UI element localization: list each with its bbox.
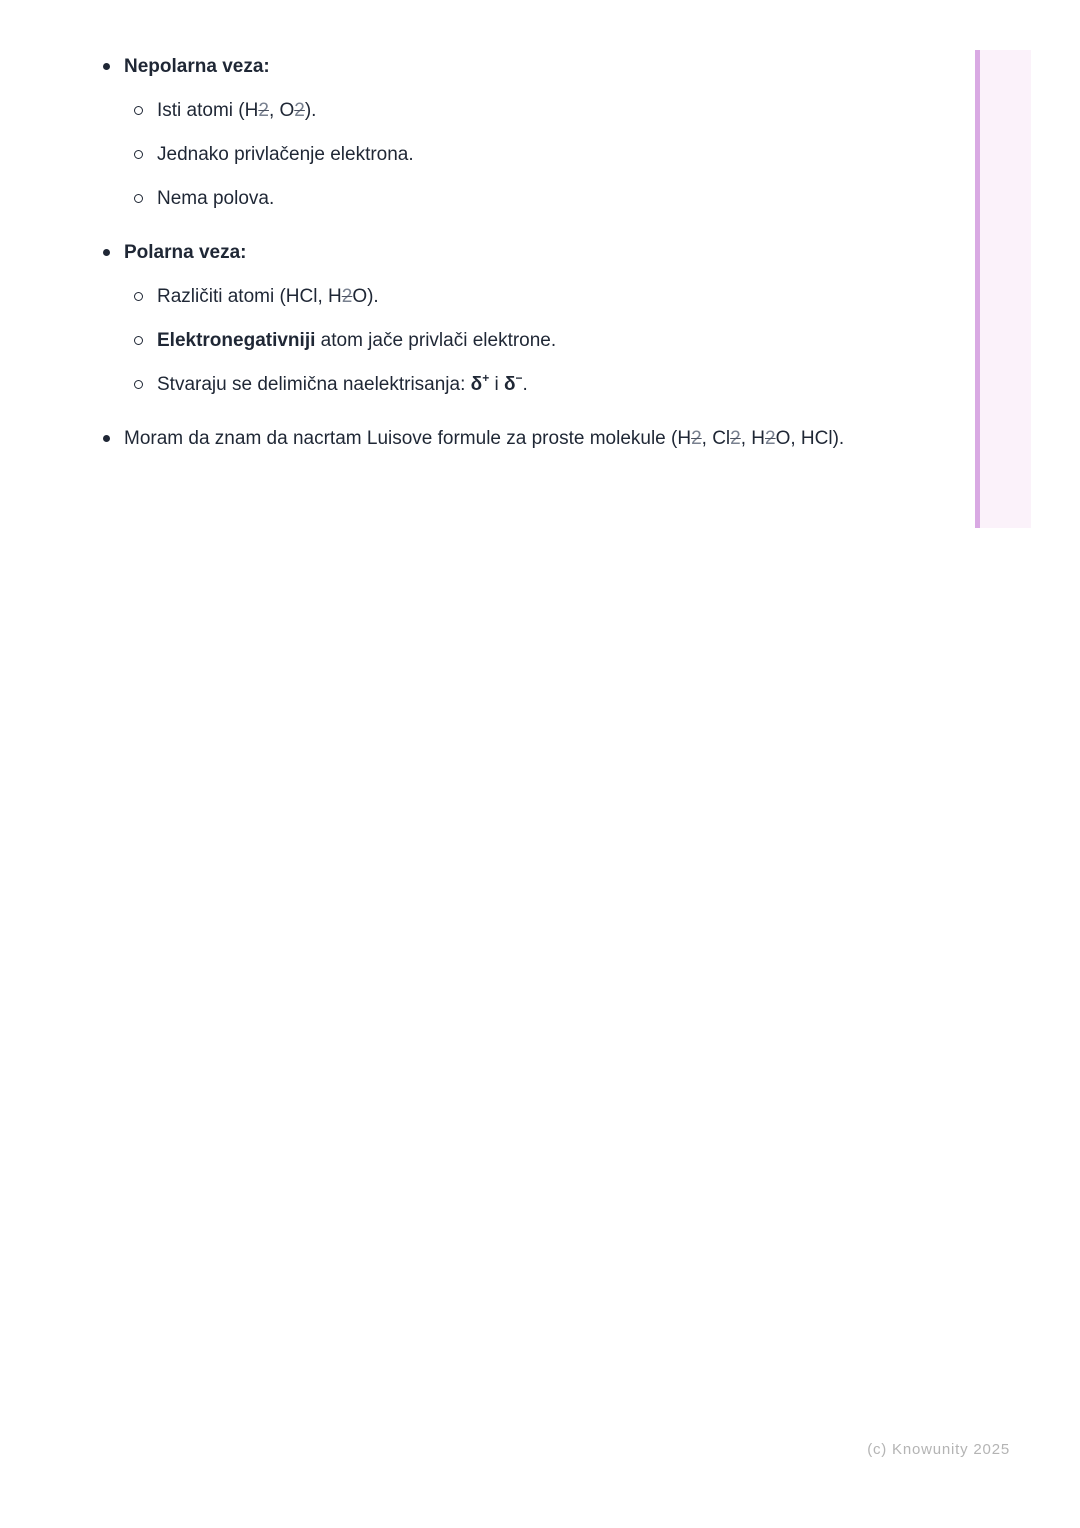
list-subitem xyxy=(0,138,904,171)
bullet-disc-icon xyxy=(103,249,110,256)
list-item-text: Moram da znam da nacrtam Luisove formule za proste molekule (H2, Cl2, H2O, HCl). xyxy=(124,428,845,449)
list-item-text: Polarna veza: xyxy=(124,242,247,263)
list-subitem xyxy=(0,368,904,401)
highlight-panel xyxy=(975,50,1031,528)
bullet-circle-icon xyxy=(134,380,143,389)
bullet-disc-icon xyxy=(103,435,110,442)
bullet-circle-icon xyxy=(134,292,143,301)
bullet-circle-icon xyxy=(134,106,143,115)
list-subitem-text: Stvaraju se delimična naelektrisanja: δ+ i δ−. xyxy=(157,370,528,395)
bullet-circle-icon xyxy=(134,194,143,203)
list-item-polarna-veza xyxy=(0,236,904,269)
bullet-disc-icon xyxy=(103,63,110,70)
bullet-circle-icon xyxy=(134,336,143,345)
bullet-circle-icon xyxy=(134,150,143,159)
list-subitem-text: Elektronegativniji atom jače privlači elektrone. xyxy=(157,330,557,351)
list-item-nepolarna-veza xyxy=(0,50,904,83)
list-subitem xyxy=(0,324,904,357)
list-item-text: Nepolarna veza: xyxy=(124,56,270,77)
list-subitem-text: Različiti atomi (HCl, H2O). xyxy=(157,286,379,307)
list-item-luisove-formule xyxy=(0,422,904,455)
list-subitem xyxy=(0,182,904,215)
notes-content xyxy=(0,50,904,455)
copyright-text: (c) Knowunity 2025 xyxy=(867,1441,1010,1458)
list-subitem-text: Nema polova. xyxy=(157,188,275,209)
list-subitem xyxy=(0,280,904,313)
list-subitem-text: Isti atomi (H2, O2). xyxy=(157,100,317,121)
list-subitem xyxy=(0,94,904,127)
list-subitem-text: Jednako privlačenje elektrona. xyxy=(157,144,414,165)
highlight-line xyxy=(975,50,980,528)
